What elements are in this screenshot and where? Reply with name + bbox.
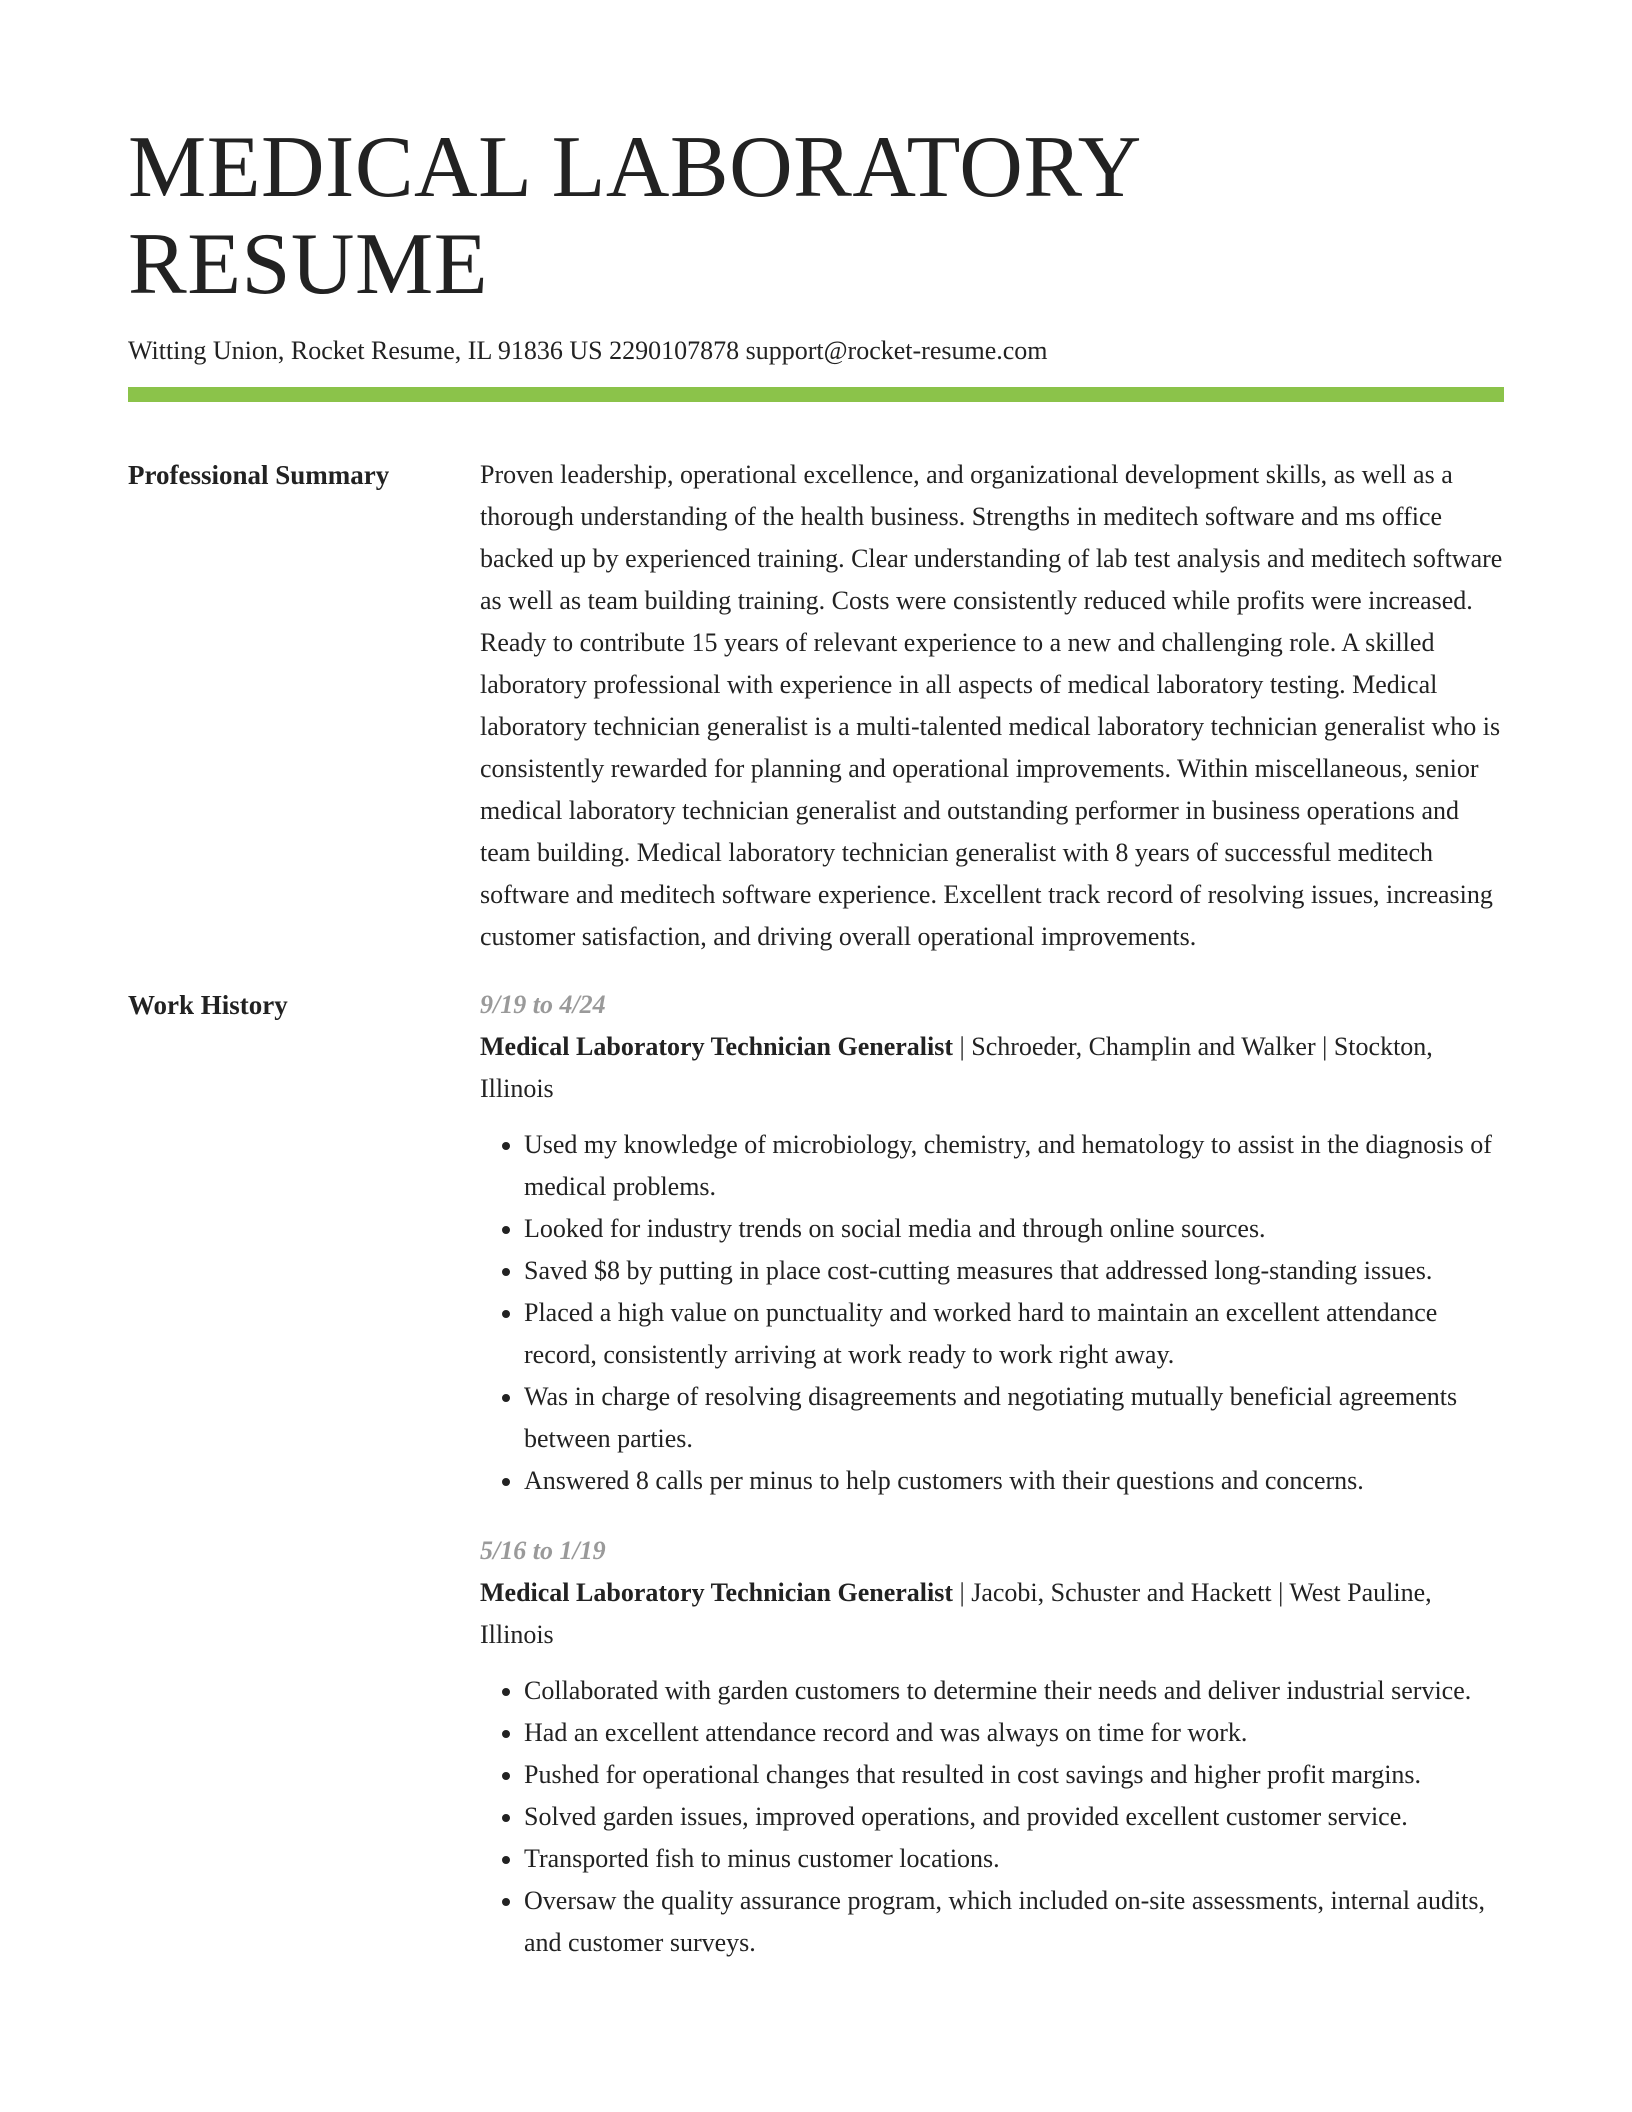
- section-label-work-history: Work History: [128, 990, 288, 1021]
- job-employer-location: | Schroeder, Champlin and Walker | Stockton, Illinois: [480, 1032, 1433, 1104]
- section-label-summary: Professional Summary: [128, 460, 390, 491]
- accent-divider: [128, 387, 1504, 402]
- job-bullet: • Used my knowledge of microbiology, chemistry, and hematology to assist in the diagnosis of medical problems.: [524, 1124, 1504, 1208]
- job-title: Medical Laboratory Technician Generalist: [480, 1032, 954, 1062]
- job-bullet-list: [480, 1670, 1504, 1964]
- job-bullet: • Looked for industry trends on social media and through online sources.: [524, 1208, 1504, 1250]
- job-bullet-list: [480, 1124, 1504, 1502]
- professional-summary-section: [128, 454, 1504, 958]
- job-heading: [480, 1026, 1504, 1110]
- resume-title: MEDICAL LABORATORY RESUME: [128, 119, 1139, 313]
- job-heading: [480, 1572, 1504, 1656]
- job-bullet: • Collaborated with garden customers to determine their needs and deliver industrial service.: [524, 1670, 1504, 1712]
- job-bullet: • Placed a high value on punctuality and worked hard to maintain an excellent attendance record, consistently arriving at work ready to work right away.: [524, 1292, 1504, 1376]
- job-bullet: • Answered 8 calls per minus to help customers with their questions and concerns.: [524, 1460, 1504, 1502]
- job-bullet: • Was in charge of resolving disagreements and negotiating mutually beneficial agreements between parties.: [524, 1376, 1504, 1460]
- job-bullet: • Saved $8 by putting in place cost-cutting measures that addressed long-standing issues.: [524, 1250, 1504, 1292]
- job-bullet: • Solved garden issues, improved operations, and provided excellent customer service.: [524, 1796, 1504, 1838]
- job-entry: [480, 1530, 1504, 1964]
- job-bullet: • Had an excellent attendance record and was always on time for work.: [524, 1712, 1504, 1754]
- summary-text: Proven leadership, operational excellence, and organizational development skills, as well as a thorough understanding of the health business. Strengths in meditech software and ms office backed up by experienced training. Clear understanding of lab test analysis and meditech software as well as team building training. Costs were consistently reduced while profits were increased. Ready to contribute 15 years of relevant experience to a new and challenging role. A skilled laboratory professional with experience in all aspects of medical laboratory testing. Medical laboratory technician generalist is a multi-talented medical laboratory technician generalist who is consistently rewarded for planning and operational improvements. Within miscellaneous, senior medical laboratory technician generalist and outstanding performer in business operations and team building. Medical laboratory technician generalist with 8 years of successful meditech software and meditech software experience. Excellent track record of resolving issues, increasing customer satisfaction, and driving overall operational improvements.: [480, 460, 1503, 952]
- resume-page: [128, 120, 1504, 1964]
- contact-line: Witting Union, Rocket Resume, IL 91836 US 2290107878 support@rocket-resume.com: [128, 335, 1048, 365]
- job-bullet: • Pushed for operational changes that resulted in cost savings and higher profit margins.: [524, 1754, 1504, 1796]
- job-title: Medical Laboratory Technician Generalist: [480, 1578, 954, 1608]
- job-dates: 5/16 to 1/19: [480, 1536, 606, 1566]
- work-history-section: [128, 984, 1504, 1964]
- work-history-body: [480, 984, 1504, 1964]
- job-entry: [480, 984, 1504, 1502]
- job-bullet: • Oversaw the quality assurance program, which included on-site assessments, internal audits, and customer surveys.: [524, 1880, 1504, 1964]
- job-dates: 9/19 to 4/24: [480, 990, 606, 1020]
- summary-body: [480, 454, 1504, 958]
- job-employer-location: | Jacobi, Schuster and Hackett | West Pauline, Illinois: [480, 1578, 1432, 1650]
- job-bullet: • Transported fish to minus customer locations.: [524, 1838, 1504, 1880]
